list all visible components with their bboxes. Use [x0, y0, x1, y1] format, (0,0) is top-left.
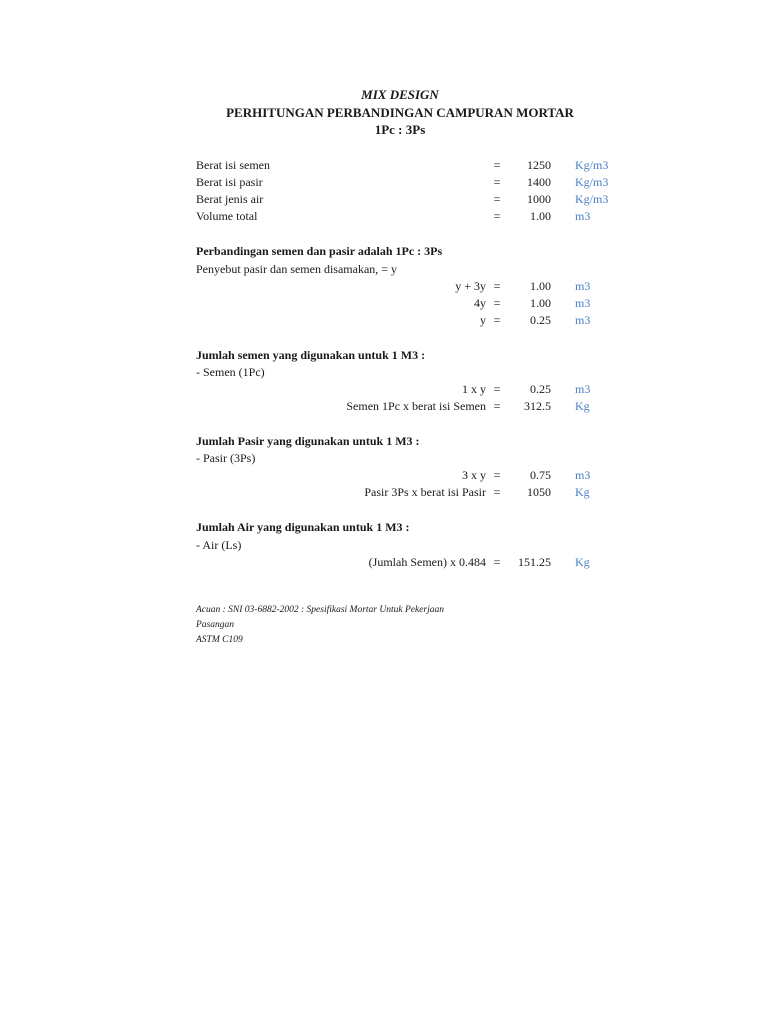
calc-unit: m3 [575, 382, 591, 396]
calc-expression: (Jumlah Semen) x 0.484 [368, 555, 486, 569]
calc-row [0, 278, 768, 295]
property-row-berat-isi-semen [0, 157, 768, 174]
calc-unit: m3 [575, 468, 591, 482]
section-heading: Jumlah Air yang digunakan untuk 1 M3 : [196, 520, 410, 534]
calc-expression: 1 x y [462, 382, 486, 396]
section-subheading: - Pasir (3Ps) [196, 451, 256, 465]
section-subheading: - Air (Ls) [196, 538, 242, 552]
calc-row [0, 398, 768, 415]
document-title: MIX DESIGN [361, 87, 439, 102]
calc-unit: Kg [575, 555, 590, 569]
calc-expression: 3 x y [462, 468, 486, 482]
equals-sign: = [493, 209, 501, 223]
pasir-heading-row [0, 433, 768, 450]
equals-sign: = [493, 468, 501, 482]
property-row-berat-jenis-air [0, 191, 768, 208]
property-label: Berat isi pasir [196, 175, 263, 189]
property-unit: Kg/m3 [575, 158, 609, 172]
reference-line-1: Acuan : SNI 03-6882-2002 : Spesifikasi Mortar Untuk Pekerjaan [196, 605, 445, 615]
calc-unit: m3 [575, 296, 591, 310]
calc-expression: y [480, 313, 486, 327]
calc-value: 312.5 [524, 399, 551, 413]
calc-row [0, 295, 768, 312]
equals-sign: = [493, 555, 501, 569]
property-value: 1.00 [530, 209, 551, 223]
calc-expression: y + 3y [455, 279, 486, 293]
calc-value: 1.00 [530, 296, 551, 310]
air-sub-row [0, 537, 768, 554]
section-heading: Jumlah semen yang digunakan untuk 1 M3 : [196, 348, 426, 362]
property-label: Volume total [196, 209, 258, 223]
ratio-heading-row [0, 243, 768, 260]
reference-line-3: ASTM C109 [196, 635, 243, 645]
equals-sign: = [493, 382, 501, 396]
ratio-note-row [0, 261, 768, 278]
section-heading: Perbandingan semen dan pasir adalah 1Pc : 3Ps [196, 244, 443, 258]
calc-expression: Semen 1Pc x berat isi Semen [346, 399, 486, 413]
equals-sign: = [493, 399, 501, 413]
property-unit: m3 [575, 209, 591, 223]
calc-value: 0.75 [530, 468, 551, 482]
property-row-berat-isi-pasir [0, 174, 768, 191]
section-heading: Jumlah Pasir yang digunakan untuk 1 M3 : [196, 434, 420, 448]
calc-row [0, 312, 768, 329]
equals-sign: = [493, 158, 501, 172]
semen-sub-row [0, 364, 768, 381]
air-heading-row [0, 519, 768, 536]
calc-value: 0.25 [530, 382, 551, 396]
equals-sign: = [493, 313, 501, 327]
calc-value: 151.25 [518, 555, 551, 569]
calc-unit: Kg [575, 485, 590, 499]
equals-sign: = [493, 485, 501, 499]
property-row-volume-total [0, 208, 768, 225]
calc-unit: m3 [575, 313, 591, 327]
equals-sign: = [493, 296, 501, 310]
reference-line-2: Pasangan [196, 620, 234, 630]
calc-row [0, 467, 768, 484]
document-subtitle: PERHITUNGAN PERBANDINGAN CAMPURAN MORTAR [226, 105, 574, 120]
property-value: 1400 [527, 175, 551, 189]
calc-unit: Kg [575, 399, 590, 413]
calc-value: 1.00 [530, 279, 551, 293]
pasir-sub-row [0, 450, 768, 467]
semen-heading-row [0, 347, 768, 364]
calc-value: 1050 [527, 485, 551, 499]
calc-unit: m3 [575, 279, 591, 293]
property-value: 1000 [527, 192, 551, 206]
section-note: Penyebut pasir dan semen disamakan, = y [196, 262, 398, 276]
calc-row [0, 381, 768, 398]
mix-ratio-title: 1Pc : 3Ps [374, 122, 426, 137]
property-value: 1250 [527, 158, 551, 172]
calc-expression: 4y [474, 296, 486, 310]
equals-sign: = [493, 175, 501, 189]
calc-row [0, 484, 768, 501]
section-subheading: - Semen (1Pc) [196, 365, 265, 379]
property-label: Berat isi semen [196, 158, 270, 172]
property-label: Berat jenis air [196, 192, 264, 206]
calc-row [0, 554, 768, 571]
calc-expression: Pasir 3Ps x berat isi Pasir [364, 485, 486, 499]
property-unit: Kg/m3 [575, 175, 609, 189]
calc-value: 0.25 [530, 313, 551, 327]
equals-sign: = [493, 279, 501, 293]
property-unit: Kg/m3 [575, 192, 609, 206]
equals-sign: = [493, 192, 501, 206]
